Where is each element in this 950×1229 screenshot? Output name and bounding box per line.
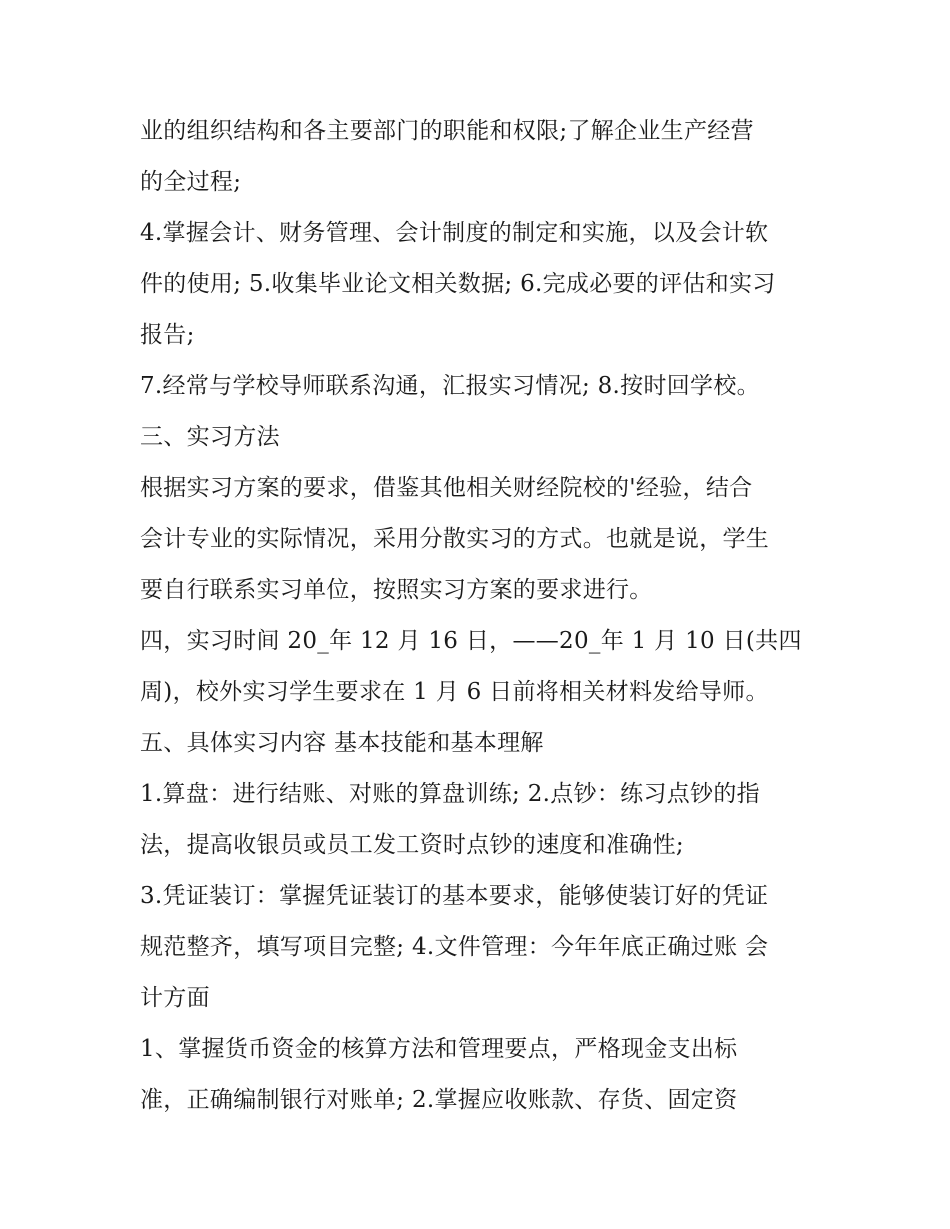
- text-line: 报告;: [140, 322, 195, 348]
- text-line: 计方面: [140, 985, 210, 1011]
- text-line: 4.掌握会计、财务管理、会计制度的制定和实施，以及会计软: [140, 220, 769, 246]
- section-heading: 三、实习方法: [140, 424, 280, 450]
- text-line: 根据实习方案的要求，借鉴其他相关财经院校的'经验，结合: [140, 475, 753, 501]
- text-line: 件的使用; 5.收集毕业论文相关数据; 6.完成必要的评估和实习: [140, 271, 776, 297]
- text-line: 业的组织结构和各主要部门的职能和权限;了解企业生产经营: [140, 118, 754, 144]
- text-line: 的全过程;: [140, 169, 242, 195]
- text-line: 四，实习时间 20_年 12 月 16 日，——20_年 1 月 10 日(共四: [140, 628, 802, 654]
- text-line: 7.经常与学校导师联系沟通，汇报实习情况; 8.按时回学校。: [140, 373, 760, 399]
- text-line: 3.凭证装订：掌握凭证装订的基本要求，能够使装订好的凭证: [140, 883, 769, 909]
- text-line: 要自行联系实习单位，按照实习方案的要求进行。: [140, 577, 653, 603]
- section-heading: 五、具体实习内容 基本技能和基本理解: [140, 730, 544, 756]
- text-line: 规范整齐，填写项目完整; 4.文件管理：今年年底正确过账 会: [140, 934, 769, 960]
- text-line: 会计专业的实际情况，采用分散实习的方式。也就是说，学生: [140, 526, 770, 552]
- text-line: 准，正确编制银行对账单; 2.掌握应收账款、存货、固定资: [140, 1087, 738, 1113]
- text-line: 1、掌握货币资金的核算方法和管理要点，严格现金支出标: [140, 1036, 738, 1062]
- text-line: 法，提高收银员或员工发工资时点钞的速度和准确性;: [140, 832, 684, 858]
- text-line: 1.算盘：进行结账、对账的算盘训练; 2.点钞：练习点钞的指: [140, 781, 760, 807]
- document-body: [140, 106, 820, 1126]
- text-line: 周)，校外实习学生要求在 1 月 6 日前将相关材料发给导师。: [140, 679, 769, 705]
